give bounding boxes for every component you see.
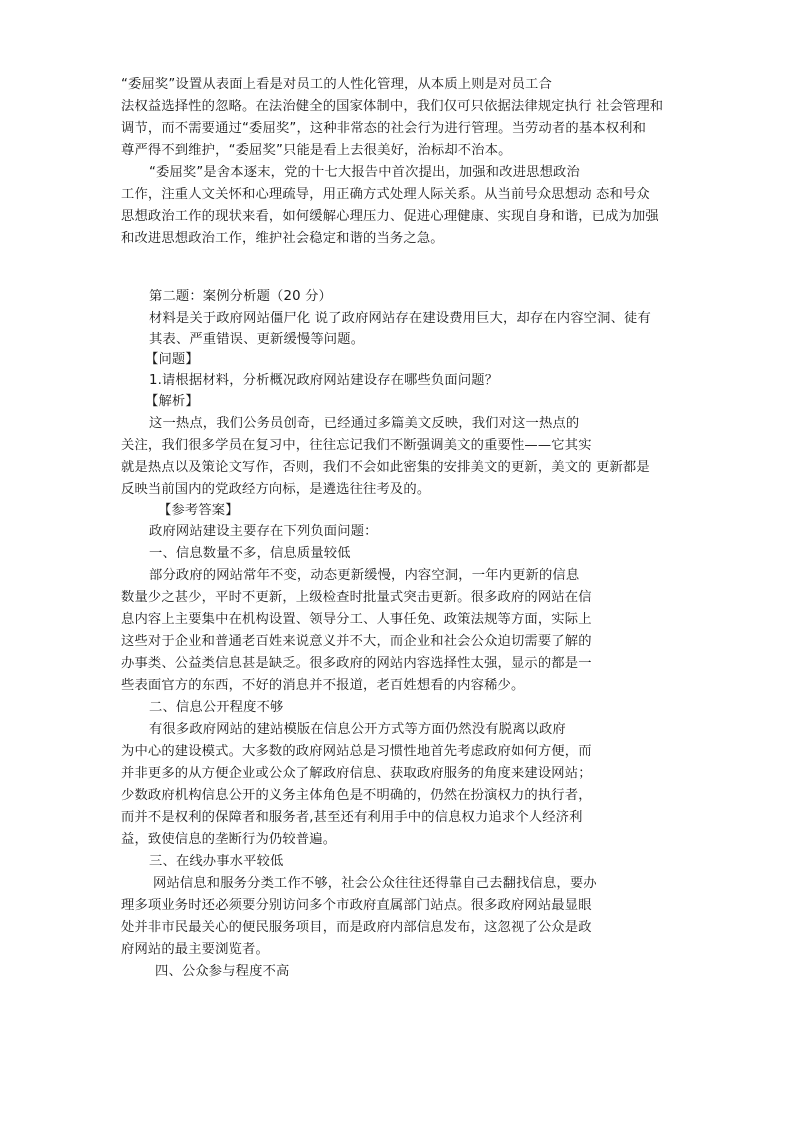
text-line: 办事类、公益类信息甚是缺乏。很多政府的网站内容选择性太强，显示的都是一	[121, 656, 592, 671]
text-line: 府网站的最主要浏览者。	[121, 942, 269, 957]
text-line: “委屈奖”是舍本逐末，党的十七大报告中首次提出，加强和改进思想政治	[149, 165, 580, 180]
text-line: 政府网站建设主要存在下列负面问题：	[149, 524, 378, 539]
text-line: 其表、严重错误、更新缓慢等问题。	[149, 332, 365, 347]
bracket-heading-analysis: 【解析】	[145, 394, 199, 409]
text-line: 为中心的建设模式。大多数的政府网站总是习惯性地首先考虑政府如何方便，而	[121, 744, 592, 759]
text-line: 反映当前国内的党政经方向标，是遴选往往考及的。	[121, 482, 431, 497]
text-line: 材料是关于政府网站僵尸化 说了政府网站存在建设费用巨大，却存在内容空洞、徒有	[149, 311, 651, 326]
text-line: 数量少之甚少，平时不更新，上级检查时批量式突击更新。很多政府的网站在信	[121, 590, 592, 605]
section-heading: 第二题：案例分析题（20 分）	[149, 289, 332, 304]
text-line: 和改进思想政治工作，维护社会稳定和谐的当务之急。	[121, 231, 444, 246]
text-line: 息内容上主要集中在机构设置、领导分工、人事任免、政策法规等方面，实际上	[121, 612, 592, 627]
text-line: 关注，我们很多学员在复习中，往往忘记我们不断强调美文的重要性——它其实	[121, 438, 592, 453]
text-line: 这一热点，我们公务员创奇，已经通过多篇美文反映，我们对这一热点的	[149, 416, 580, 431]
text-line: 调节，而不需要通过“委屈奖”，这种非常态的社会行为进行管理。当劳动者的基本权利和	[121, 121, 647, 136]
text-line: 些表面官方的东西，不好的消息并不报道，老百姓想看的内容稀少。	[121, 678, 525, 693]
text-line: 理多项业务时还必须要分别访问多个市政府直属部门站点。很多政府网站最显眼	[121, 898, 592, 913]
text-line: 就是热点以及策论文写作，否则，我们不会如此密集的安排美文的更新，美文的 更新都是	[121, 460, 650, 475]
bracket-heading-answer: 【参考答案】	[158, 503, 239, 518]
numbered-heading: 四、公众参与程度不高	[155, 964, 290, 979]
text-line: 部分政府的网站常年不变，动态更新缓慢，内容空洞，一年内更新的信息	[149, 568, 580, 583]
numbered-heading: 三、在线办事水平较低	[149, 854, 284, 869]
text-line: 网站信息和服务分类工作不够，社会公众往往还得靠自己去翻找信息，要办	[153, 876, 597, 891]
text-line: “委屈奖”设置从表面上看是对员工的人性化管理，从本质上则是对员工合	[121, 77, 552, 92]
text-line: 益，致使信息的垄断行为仍较普遍。	[121, 832, 337, 847]
text-line: 处并非市民最关心的便民服务项目，而是政府内部信息发布，这忽视了公众是政	[121, 920, 592, 935]
text-line: 思想政治工作的现状来看，如何缓解心理压力、促进心理健康、实现自身和谐，已成为加强	[121, 209, 659, 224]
text-line: 工作，注重人文关怀和心理疏导，用正确方式处理人际关系。从当前号众思想动 态和号众	[121, 187, 650, 202]
bracket-heading-question: 【问题】	[145, 352, 199, 367]
text-line: 尊严得不到维护，“委屈奖”只能是看上去很美好，治标却不治本。	[121, 143, 512, 158]
text-line: 而并不是权利的保障者和服务者,甚至还有利用手中的信息权力追求个人经济利	[121, 810, 583, 825]
numbered-heading: 二、信息公开程度不够	[149, 700, 284, 715]
numbered-heading: 一、信息数量不多，信息质量较低	[149, 546, 351, 561]
text-line: 少数政府机构信息公开的义务主体角色是不明确的，仍然在扮演权力的执行者，	[121, 788, 592, 803]
text-line: 法权益选择性的忽略。在法治健全的国家体制中，我们仅可只依据法律规定执行 社会管理和	[121, 99, 664, 114]
text-line: 1.请根据材料，分析概况政府网站建设存在哪些负面问题？	[149, 373, 499, 388]
text-line: 有很多政府网站的建站模版在信息公开方式等方面仍然没有脱离以政府	[149, 722, 566, 737]
text-line: 这些对于企业和普通老百姓来说意义并不大，而企业和社会公众迫切需要了解的	[121, 634, 592, 649]
text-line: 并非更多的从方便企业或公众了解政府信息、获取政府服务的角度来建设网站；	[121, 766, 592, 781]
